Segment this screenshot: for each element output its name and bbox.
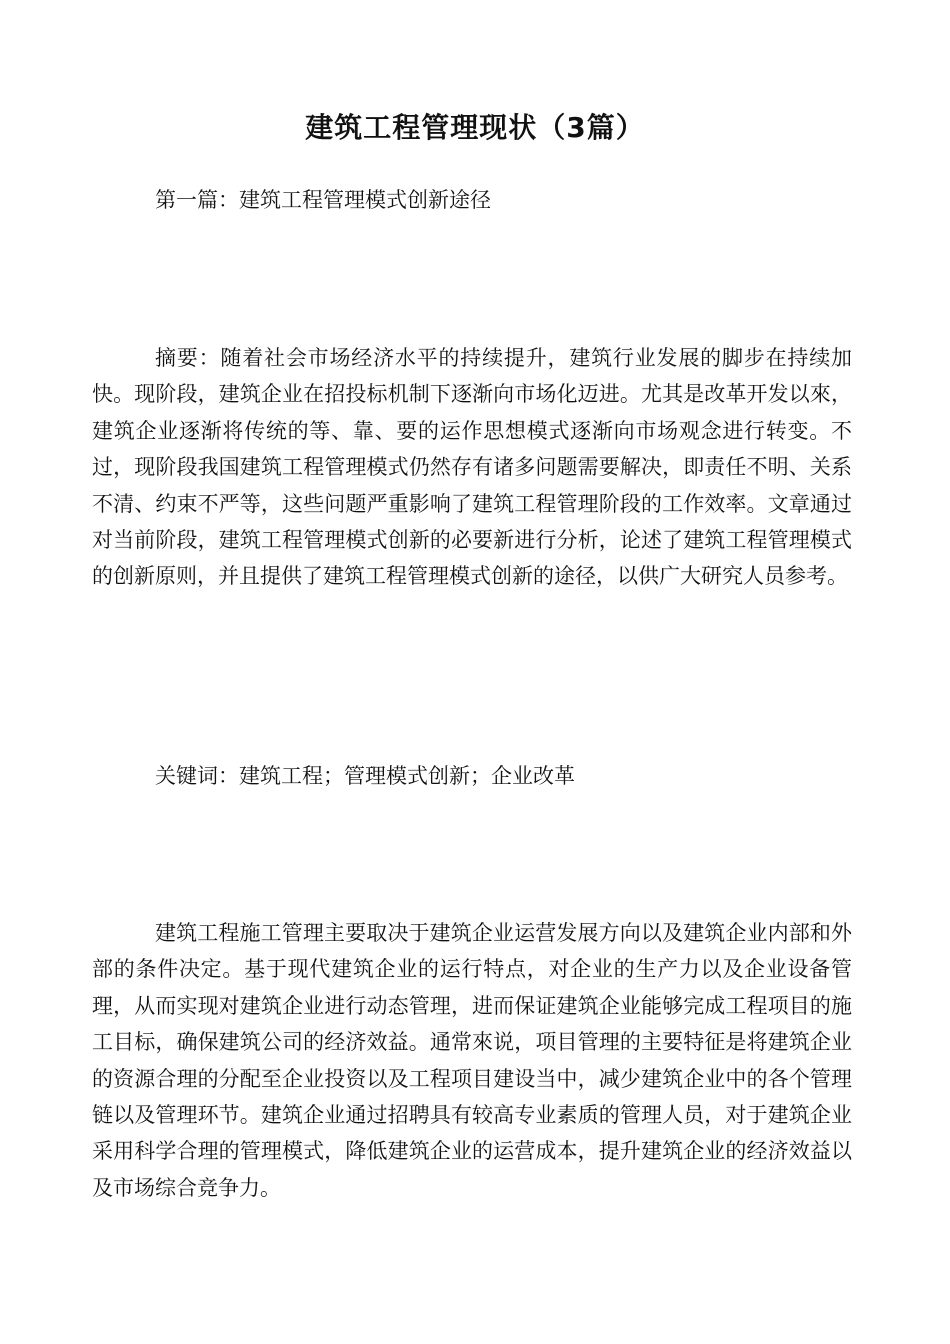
body-paragraph: 建筑工程施工管理主要取决于建筑企业运营发展方向以及建筑企业内部和外部的条件决定。基于现代建筑企业的运行特点，对企业的生产力以及企业设备管理，从而实现对建筑企业进行动态管理，进而保证建筑企业能够完成工程项目的施工目标，确保建筑公司的经济效益。通常來说，项目管理的主要特征是将建筑企业的资源合理的分配至企业投资以及工程项目建设当中，减少建筑企业中的各个管理链以及管理环节。建筑企业通过招聘具有较高专业素质的管理人员，对于建筑企业采用科学合理的管理模式，降低建筑企业的运营成本，提升建筑企业的经济效益以及市场综合竞争力。	[92, 921, 852, 1200]
document-title: 建筑工程管理现状（3篇）	[305, 111, 645, 144]
keywords-line: 关键词：建筑工程；管理模式创新；企业改革	[155, 764, 575, 788]
abstract-paragraph: 摘要：随着社会市场经济水平的持续提升，建筑行业发展的脚步在持续加快。现阶段，建筑企业在招投标机制下逐渐向市场化迈进。尤其是改革开发以來，建筑企业逐渐将传统的等、靠、要的运作思想模式逐渐向市场观念进行转变。不过，现阶段我国建筑工程管理模式仍然存有诸多问题需要解决，即责任不明、关系不清、约束不严等，这些问题严重影响了建筑工程管理阶段的工作效率。文章通过对当前阶段，建筑工程管理模式创新的必要新进行分析，论述了建筑工程管理模式的创新原则，并且提供了建筑工程管理模式创新的途径，以供广大研究人员参考。	[92, 346, 852, 589]
section-heading: 第一篇：建筑工程管理模式创新途径	[155, 188, 491, 212]
